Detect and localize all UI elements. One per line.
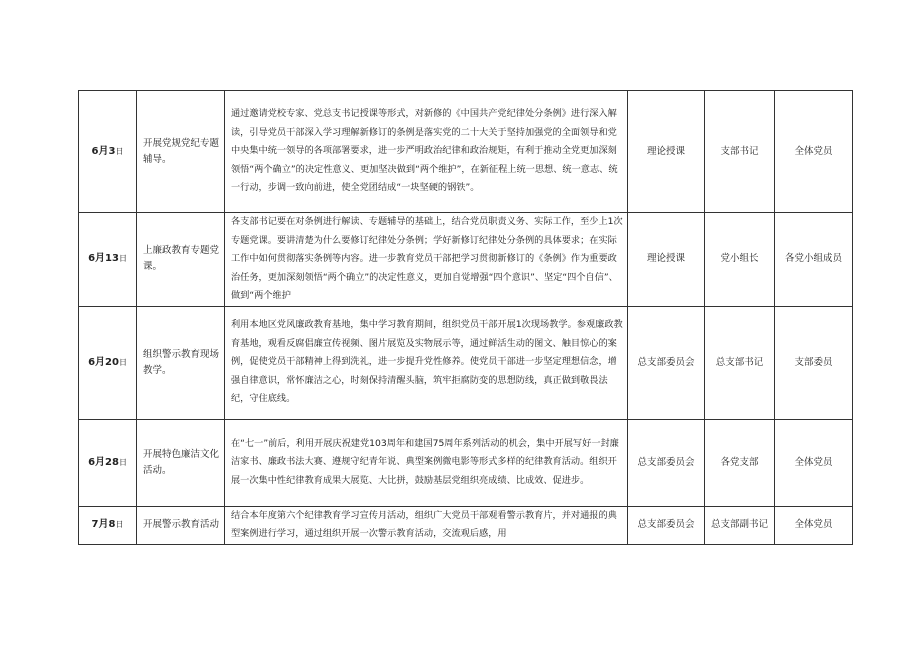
method-cell: 理论授课: [628, 213, 705, 307]
content-cell: 在“七一”前后，利用开展庆祝建党103周年和建国75周年系列活动的机会，集中开展写好一封廉洁家书、廉政书法大赛、遵规守纪青年说、典型案例微电影等形式多样的纪律教育活动。组织开展一次集中性纪律教育成果大展览、大比拼，鼓励基层党组织亮成绩、比成效、促进步。: [225, 419, 628, 506]
topic-cell: 开展警示教育活动: [137, 506, 225, 544]
content-cell: 各支部书记要在对条例进行解读、专题辅导的基础上，结合党员职责义务、实际工作，至少上1次专题党课。要讲清楚为什么要修订纪律处分条例；学好新修订纪律处分条例的具体要求；在实际工作中如何贯彻落实条例等内容。进一步教育党员干部把学习贯彻新修订的《条例》作为重要政治任务，更加深刻领悟“两个确立”的决定性意义，更加自觉增强“四个意识”、坚定“四个自信”、做到“两个维护: [225, 213, 628, 307]
method-cell: 总支部委员会: [628, 306, 705, 419]
method-cell: 总支部委员会: [628, 419, 705, 506]
participants-cell: 全体党员: [775, 506, 853, 544]
leader-cell: 党小组长: [705, 213, 775, 307]
participants-cell: 各党小组成员: [775, 213, 853, 307]
participants-cell: 支部委员: [775, 306, 853, 419]
content-cell: 结合本年度第六个纪律教育学习宣传月活动，组织广大党员干部观看警示教育片，并对通报的典型案例进行学习，通过组织开展一次警示教育活动，交流观后感，用: [225, 506, 628, 544]
table-row: [79, 419, 853, 506]
leader-cell: 总支部书记: [705, 306, 775, 419]
date-cell: 6月13日: [79, 213, 137, 307]
topic-cell: 上廉政教育专题党课。: [137, 213, 225, 307]
table-row: [79, 306, 853, 419]
participants-cell: 全体党员: [775, 91, 853, 213]
date-cell: 6月28日: [79, 419, 137, 506]
date-cell: 7月8日: [79, 506, 137, 544]
participants-cell: 全体党员: [775, 419, 853, 506]
topic-cell: 开展特色廉洁文化活动。: [137, 419, 225, 506]
leader-cell: 总支部副书记: [705, 506, 775, 544]
leader-cell: 支部书记: [705, 91, 775, 213]
leader-cell: 各党支部: [705, 419, 775, 506]
date-cell: 6月3日: [79, 91, 137, 213]
topic-cell: 组织警示教育现场教学。: [137, 306, 225, 419]
date-cell: 6月20日: [79, 306, 137, 419]
table-row: [79, 506, 853, 544]
method-cell: 总支部委员会: [628, 506, 705, 544]
method-cell: 理论授课: [628, 91, 705, 213]
schedule-table: [78, 90, 853, 545]
content-cell: 通过邀请党校专家、党总支书记授课等形式，对新修的《中国共产党纪律处分条例》进行深入解读，引导党员干部深入学习理解新修订的条例是落实党的二十大关于坚持加强党的全面领导和党中央集中统一领导的各项部署要求，进一步严明政治纪律和政治规矩，有利于推动全党更加深刻领悟“两个确立”的决定性意义、更加坚决做到“两个维护”，在新征程上统一思想、统一意志、统一行动，步调一致向前进，使全党团结成“一块坚硬的钢铁”。: [225, 91, 628, 213]
content-cell: 利用本地区党风廉政教育基地，集中学习教育期间，组织党员干部开展1次现场教学。参观廉政教育基地，观看反腐倡廉宣传视频、图片展览及实物展示等，通过鲜活生动的图文、触目惊心的案例，促使党员干部精神上得到洗礼，进一步提升党性修养。使党员干部进一步坚定理想信念，增强自律意识，常怀廉洁之心，时刻保持清醒头脑，筑牢拒腐防变的思想防线，真正做到敬畏法纪，守住底线。: [225, 306, 628, 419]
table-row: [79, 213, 853, 307]
topic-cell: 开展党规党纪专题辅导。: [137, 91, 225, 213]
table-row: [79, 91, 853, 213]
